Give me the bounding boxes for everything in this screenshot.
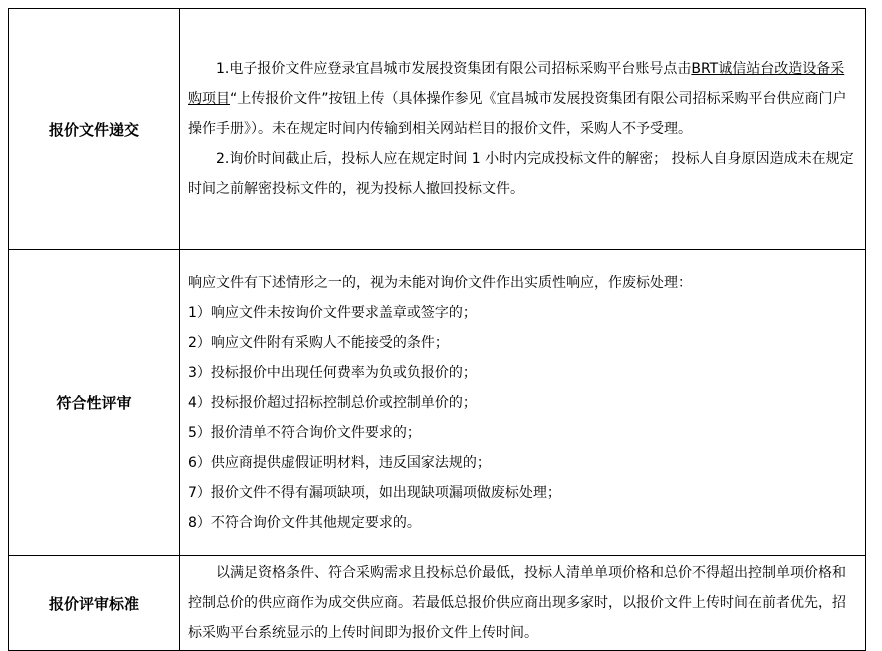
list-item: 6）供应商提供虚假证明材料，违反国家法规的； — [188, 454, 491, 471]
list-item: 7）报价文件不得有漏项缺项，如出现缺项漏项做废标处理； — [188, 484, 561, 501]
row-content — [180, 9, 866, 250]
paragraph-text: “上传报价文件”按钮上传（具体操作参见《宜昌城市发展投资集团有限公司招标采购平台供应商门户操作手册》）。未在规定时间内传输到相关网站栏目的报价文件，采购人不予受理。 — [188, 91, 847, 137]
list-item: 5）报价清单不符合询价文件要求的； — [188, 424, 421, 441]
requirements-table — [8, 8, 866, 651]
list-item: 8）不符合询价文件其他规定要求的。 — [188, 514, 421, 531]
row-label: 报价评审标准 — [9, 556, 180, 651]
paragraph: 2.询价时间截止后，投标人应在规定时间 1 小时内完成投标文件的解密； 投标人自身原因造成未在规定时间之前解密投标文件的，视为投标人撤回投标文件。 — [188, 151, 854, 197]
project-link: BRT诚信站台改造设备采购项目 — [188, 61, 845, 107]
row-content — [180, 250, 866, 556]
row-content — [180, 556, 866, 651]
list-item: 1）响应文件未按询价文件要求盖章或签字的； — [188, 304, 477, 321]
table-row — [9, 250, 866, 556]
paragraph: 以满足资格条件、符合采购需求且投标总价最低，投标人清单单项价格和总价不得超出控制单项价格和控制总价的供应商作为成交供应商。若最低总报价供应商出现多家时，以报价文件上传时间在前者优先，招标采购平台系统显示的上传时间即为报价文件上传时间。 — [188, 565, 846, 641]
row-label: 报价文件递交 — [9, 9, 180, 250]
table-row — [9, 9, 866, 250]
intro-text: 响应文件有下述情形之一的，视为未能对询价文件作出实质性响应，作废标处理： — [188, 274, 692, 291]
list-item: 4）投标报价超过招标控制总价或控制单价的； — [188, 394, 477, 411]
list-item: 2）响应文件附有采购人不能接受的条件； — [188, 334, 449, 351]
paragraph — [188, 54, 857, 144]
table-row — [9, 556, 866, 651]
row-label: 符合性评审 — [9, 250, 180, 556]
list-item: 3）投标报价中出现任何费率为负或负报价的； — [188, 364, 477, 381]
paragraph-text: 1.电子报价文件应登录宜昌城市发展投资集团有限公司招标采购平台账号点击 — [216, 61, 692, 77]
